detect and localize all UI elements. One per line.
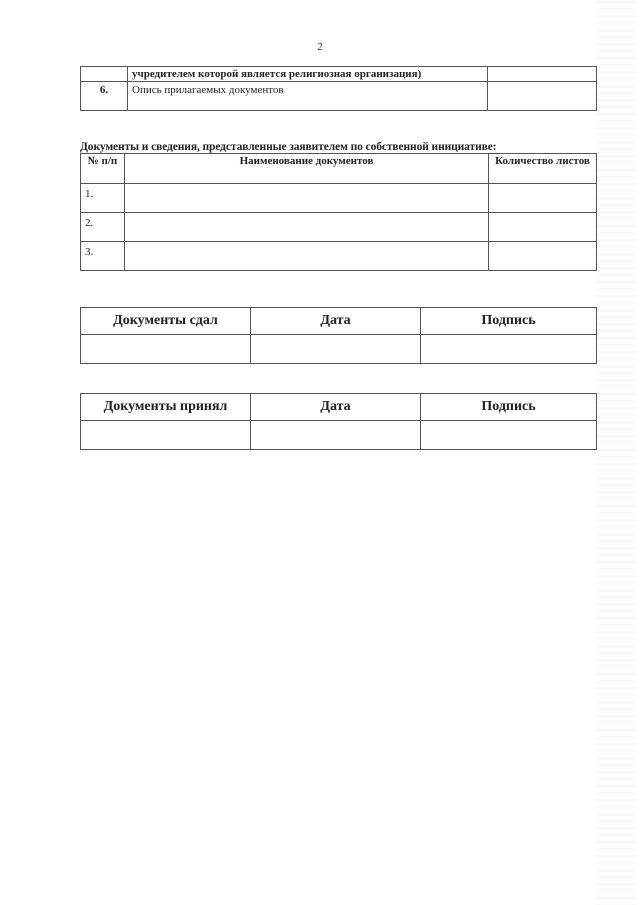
table-header-row bbox=[81, 154, 597, 184]
row-number: 1. bbox=[81, 184, 125, 213]
initiative-documents-table bbox=[80, 153, 597, 271]
header-date: Дата bbox=[251, 394, 421, 421]
row-number: 3. bbox=[81, 242, 125, 271]
received-signature-table bbox=[80, 393, 597, 450]
table-cell bbox=[81, 67, 128, 82]
table-row bbox=[81, 335, 597, 364]
header-submitted-by: Документы сдал bbox=[81, 308, 251, 335]
date-cell bbox=[251, 335, 421, 364]
header-count: Количество листов bbox=[489, 154, 597, 184]
row-count bbox=[489, 184, 597, 213]
submitted-by-cell bbox=[81, 335, 251, 364]
table-header-row bbox=[81, 308, 597, 335]
table-cell-text: учредителем которой является религиозная организация) bbox=[128, 67, 488, 82]
signature-cell bbox=[421, 335, 597, 364]
table-header-row bbox=[81, 394, 597, 421]
table-cell bbox=[488, 67, 597, 82]
section-title: Документы и сведения, представленные заявителем по собственной инициативе: bbox=[80, 141, 497, 153]
date-cell bbox=[251, 421, 421, 450]
received-by-cell bbox=[81, 421, 251, 450]
table-row bbox=[81, 67, 597, 82]
item-number: 6. bbox=[81, 82, 128, 111]
table-row bbox=[81, 421, 597, 450]
header-signature: Подпись bbox=[421, 394, 597, 421]
item-text: Опись прилагаемых документов bbox=[128, 82, 488, 111]
table-row bbox=[81, 213, 597, 242]
row-name bbox=[125, 213, 489, 242]
header-number: № п/п bbox=[81, 154, 125, 184]
row-count bbox=[489, 242, 597, 271]
row-name bbox=[125, 184, 489, 213]
table-row bbox=[81, 184, 597, 213]
signature-cell bbox=[421, 421, 597, 450]
page-number: 2 bbox=[317, 41, 323, 53]
table-row bbox=[81, 242, 597, 271]
header-received-by: Документы принял bbox=[81, 394, 251, 421]
row-number: 2. bbox=[81, 213, 125, 242]
table-cell bbox=[488, 82, 597, 111]
header-signature: Подпись bbox=[421, 308, 597, 335]
row-count bbox=[489, 213, 597, 242]
submitted-signature-table bbox=[80, 307, 597, 364]
scan-edge-artifact bbox=[596, 0, 636, 905]
header-date: Дата bbox=[251, 308, 421, 335]
table-row bbox=[81, 82, 597, 111]
continuation-table bbox=[80, 66, 597, 111]
header-name: Наименование документов bbox=[125, 154, 489, 184]
row-name bbox=[125, 242, 489, 271]
